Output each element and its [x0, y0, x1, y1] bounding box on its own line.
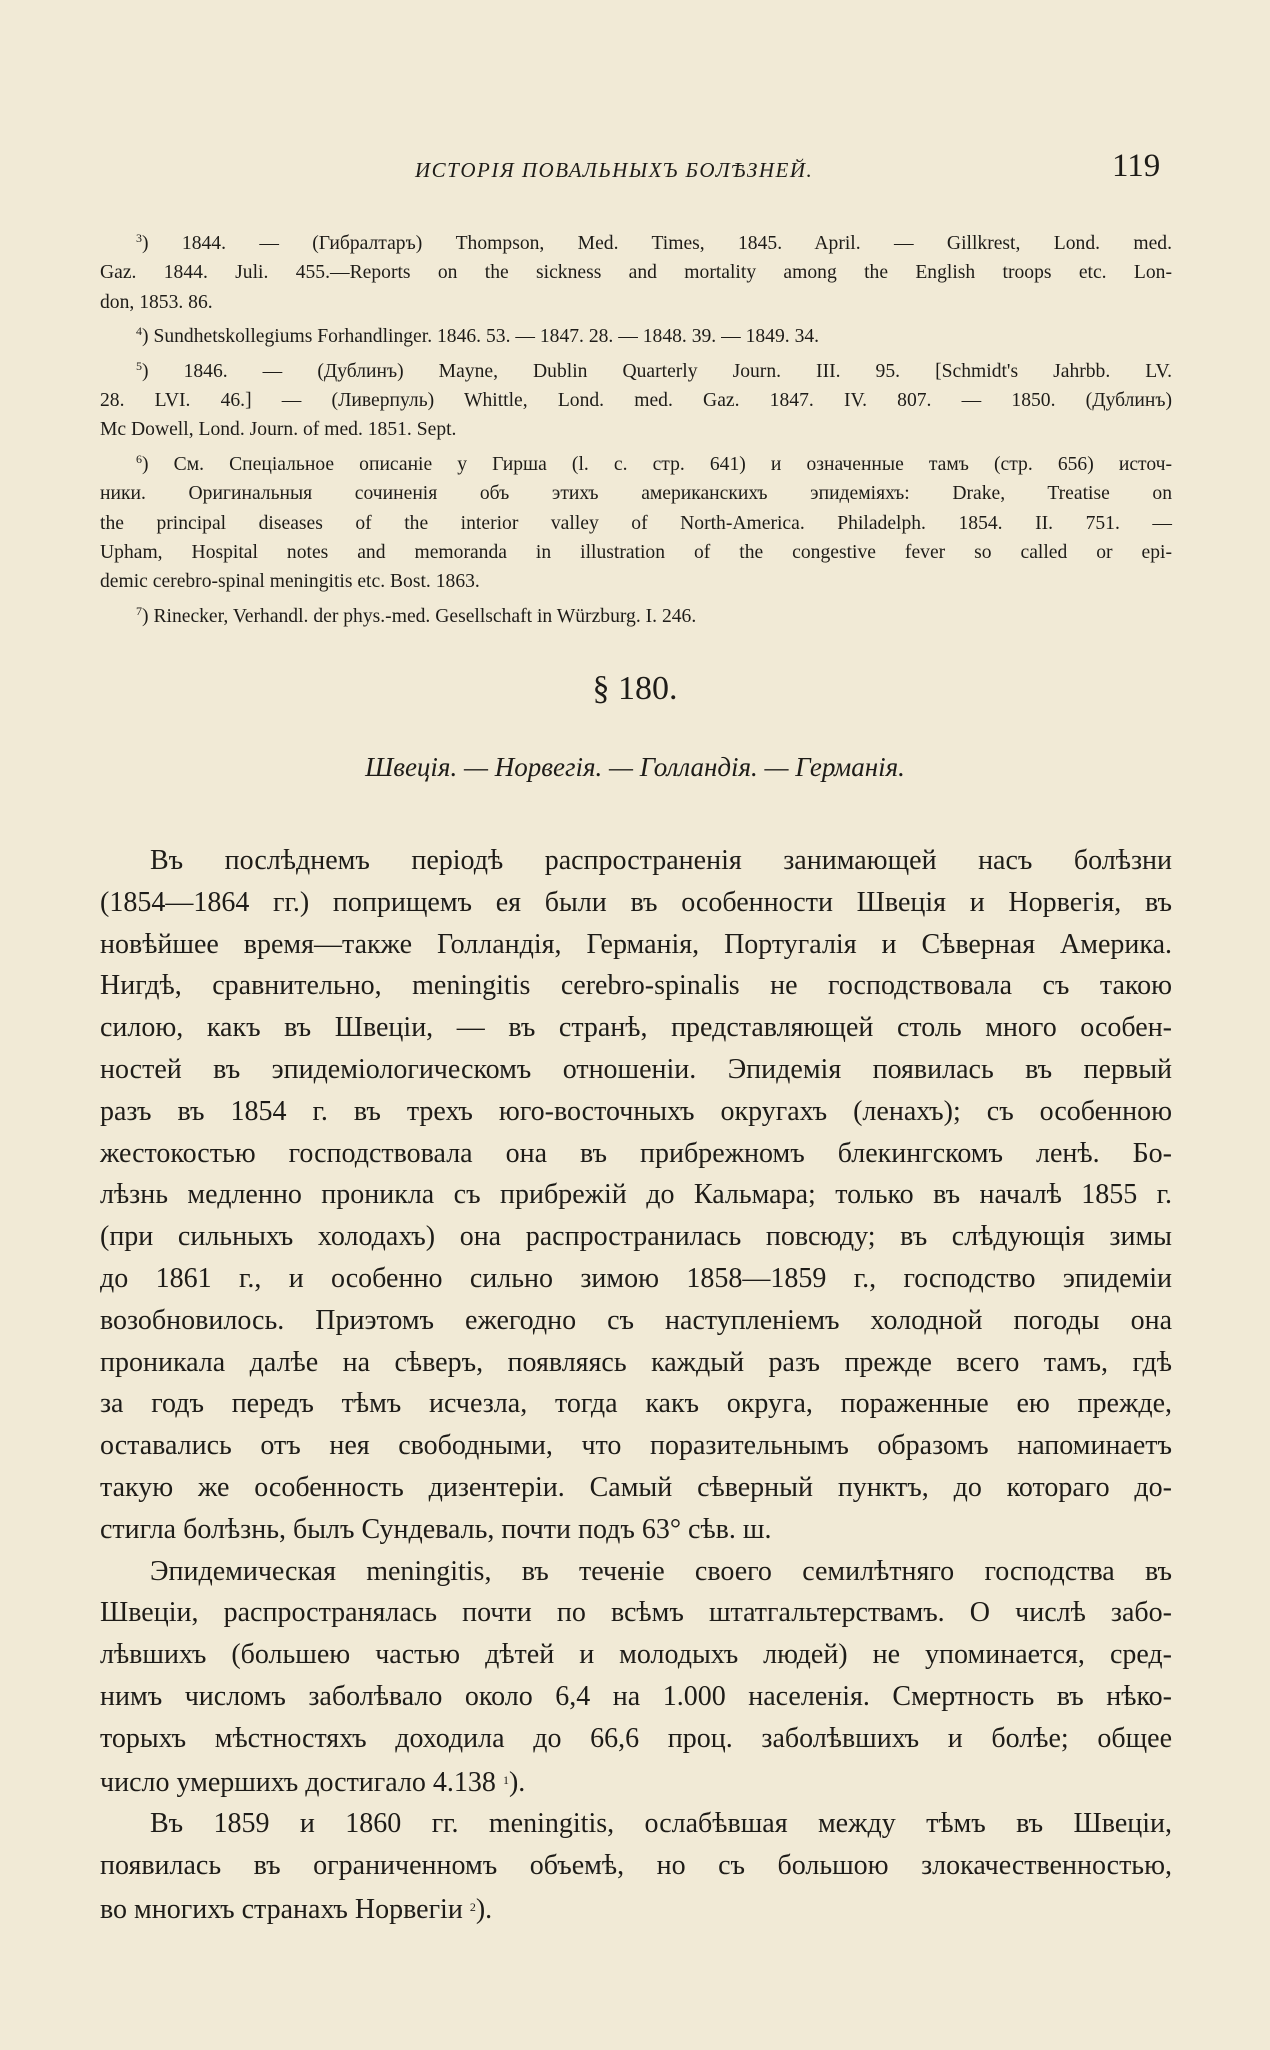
footnote-line: $^5$) 1846. — (Дублинъ) Mayne, Dublin Quarterly Journ. III. 95. [Schmidt's Jahrbb. LV.	[136, 358, 1172, 382]
body-line: Въ 1859 и 1860 гг. meningitis, ослабѣвшая между тѣмъ въ Швеціи,	[150, 1808, 1172, 1840]
body-line: жестокостью господствовала она въ прибрежномъ блекингскомъ ленѣ. Бо-	[100, 1137, 1172, 1169]
body-line: (при сильныхъ холодахъ) она распространилась повсюду; въ слѣдующія зимы	[100, 1221, 1172, 1253]
paragraph	[100, 840, 1172, 1551]
footnote-mark: 6	[136, 451, 142, 466]
body-line: Швеціи, распространялась почти по всѣмъ штатгальтерствамъ. О числѣ забо-	[100, 1597, 1172, 1629]
page-number: 119	[1112, 148, 1161, 184]
body-line: (1854—1864 гг.) поприщемъ ея были въ особенности Швеція и Норвегія, въ	[100, 886, 1172, 918]
body-line: за годъ передъ тѣмъ исчезла, тогда какъ округа, пораженные ею прежде,	[100, 1388, 1172, 1420]
footnote-mark: 3	[136, 231, 142, 245]
footnote-mark: 7	[136, 603, 142, 618]
footnote-line: Gaz. 1844. Juli. 455.—Reports on the sickness and mortality among the English troops etc. Lon-	[100, 262, 1172, 284]
footnote-line: Mc Dowell, Lond. Journ. of med. 1851. Sept.	[100, 419, 457, 441]
body-line: разъ въ 1854 г. въ трехъ юго-восточныхъ округахъ (ленахъ); съ особенною	[100, 1095, 1172, 1127]
footnote-line: don, 1853. 86.	[100, 291, 213, 313]
body-line: такую же особенность дизентеріи. Самый сѣверный пунктъ, до котораго до-	[100, 1471, 1172, 1503]
body-line: проникала далѣе на сѣверъ, появляясь каждый разъ прежде всего тамъ, гдѣ	[100, 1346, 1172, 1378]
body-text	[100, 840, 1172, 1931]
body-line: новѣйшее время—также Голландія, Германія, Португалія и Сѣверная Америка.	[100, 928, 1172, 960]
body-line: стигла болѣзнь, былъ Сундеваль, почти подъ 63° сѣв. ш.	[100, 1513, 772, 1545]
footnote-mark: 4	[136, 324, 142, 339]
footnote	[100, 317, 1172, 351]
footnote-line: $^4$) Sundhetskollegiums Forhandlinger. 1846. 53. — 1847. 28. — 1848. 39. — 1849. 34.	[136, 324, 820, 348]
body-line: лѣзнь медленно проникла съ прибрежій до Кальмара; только въ началѣ 1855 г.	[100, 1179, 1172, 1211]
footnote-line: the principal diseases of the interior valley of North-America. Philadelph. 1854. II. 751. —	[100, 512, 1172, 534]
footnote-line: $^3$) 1844. — (Гибралтаръ) Thompson, Med. Times, 1845. April. — Gillkrest, Lond. med.	[136, 231, 1172, 254]
footnote-line: $^7$) Rinecker, Verhandl. der phys.-med. Gesellschaft in Würzburg. I. 246.	[136, 603, 697, 627]
body-line: возобновилось. Приэтомъ ежегодно съ наступленіемъ холодной погоды она	[100, 1304, 1172, 1336]
footnote-reference: 1	[502, 1772, 509, 1787]
section-subtitle: Швеція. — Норвегія. — Голландія. — Германія.	[365, 752, 905, 782]
footnote	[100, 445, 1172, 597]
body-line: Эпидемическая meningitis, въ теченіе своего семилѣтняго господства въ	[150, 1555, 1172, 1587]
footnote-line: Upham, Hospital notes and memoranda in illustration of the congestive fever so called or epi-	[100, 542, 1172, 564]
paragraph	[100, 1803, 1172, 1930]
body-line: силою, какъ въ Швеціи, — въ странѣ, представляющей столь много особен-	[100, 1012, 1172, 1044]
footnotes	[100, 224, 1172, 631]
footnote	[100, 352, 1172, 445]
footnote-line: $^6$) См. Спеціальное описаніе у Гирша (l. c. стр. 641) и означенные тамъ (стр. 656) источ-	[136, 451, 1172, 475]
body-line: во многихъ странахъ Норвегіи $^2$).	[100, 1893, 493, 1925]
body-line: нимъ числомъ заболѣвало около 6,4 на 1.000 населенія. Смертность въ нѣко-	[100, 1680, 1172, 1712]
footnote	[100, 224, 1172, 317]
footnote-line: demic cerebro-spinal meningitis etc. Bost. 1863.	[100, 571, 480, 593]
section-number: § 180.	[592, 670, 678, 707]
body-line: ностей въ эпидеміологическомъ отношеніи. Эпидемія появилась въ первый	[100, 1053, 1172, 1085]
body-line: торыхъ мѣстностяхъ доходила до 66,6 проц. заболѣвшихъ и болѣе; общее	[100, 1722, 1172, 1754]
footnote-mark-paren: )	[142, 233, 149, 254]
footnote-line: 28. LVI. 46.] — (Ливерпуль) Whittle, Lond. med. Gaz. 1847. IV. 807. — 1850. (Дублинъ)	[100, 390, 1172, 412]
footnote-line: ники. Оригинальныя сочиненія объ этихъ американскихъ эпидеміяхъ: Drake, Treatise on	[100, 483, 1172, 505]
paragraph	[100, 1551, 1172, 1804]
footnote-reference: 2	[469, 1899, 476, 1914]
footnote	[100, 597, 1172, 631]
body-line: Въ послѣднемъ періодѣ распространенія занимающей насъ болѣзни	[150, 845, 1172, 876]
body-line: появилась въ ограниченномъ объемѣ, но съ большою злокачественностью,	[100, 1850, 1172, 1882]
body-line: Нигдѣ, сравнительно, meningitis cerebro-spinalis не господствовала съ такою	[100, 970, 1172, 1002]
body-line: лѣвшихъ (большею частью дѣтей и молодыхъ людей) не упоминается, сред-	[100, 1639, 1172, 1671]
body-line: оставались отъ нея свободными, что поразительнымъ образомъ напоминаетъ	[100, 1430, 1172, 1462]
footnote-mark: 5	[136, 358, 142, 373]
body-line: до 1861 г., и особенно сильно зимою 1858—1859 г., господство эпидеміи	[100, 1262, 1172, 1294]
body-line: число умершихъ достигало 4.138 $^1$).	[100, 1766, 526, 1798]
running-head	[0, 150, 1270, 190]
running-title: ИСТОРІЯ ПОВАЛЬНЫХЪ БОЛѢЗНЕЙ.	[415, 158, 814, 182]
